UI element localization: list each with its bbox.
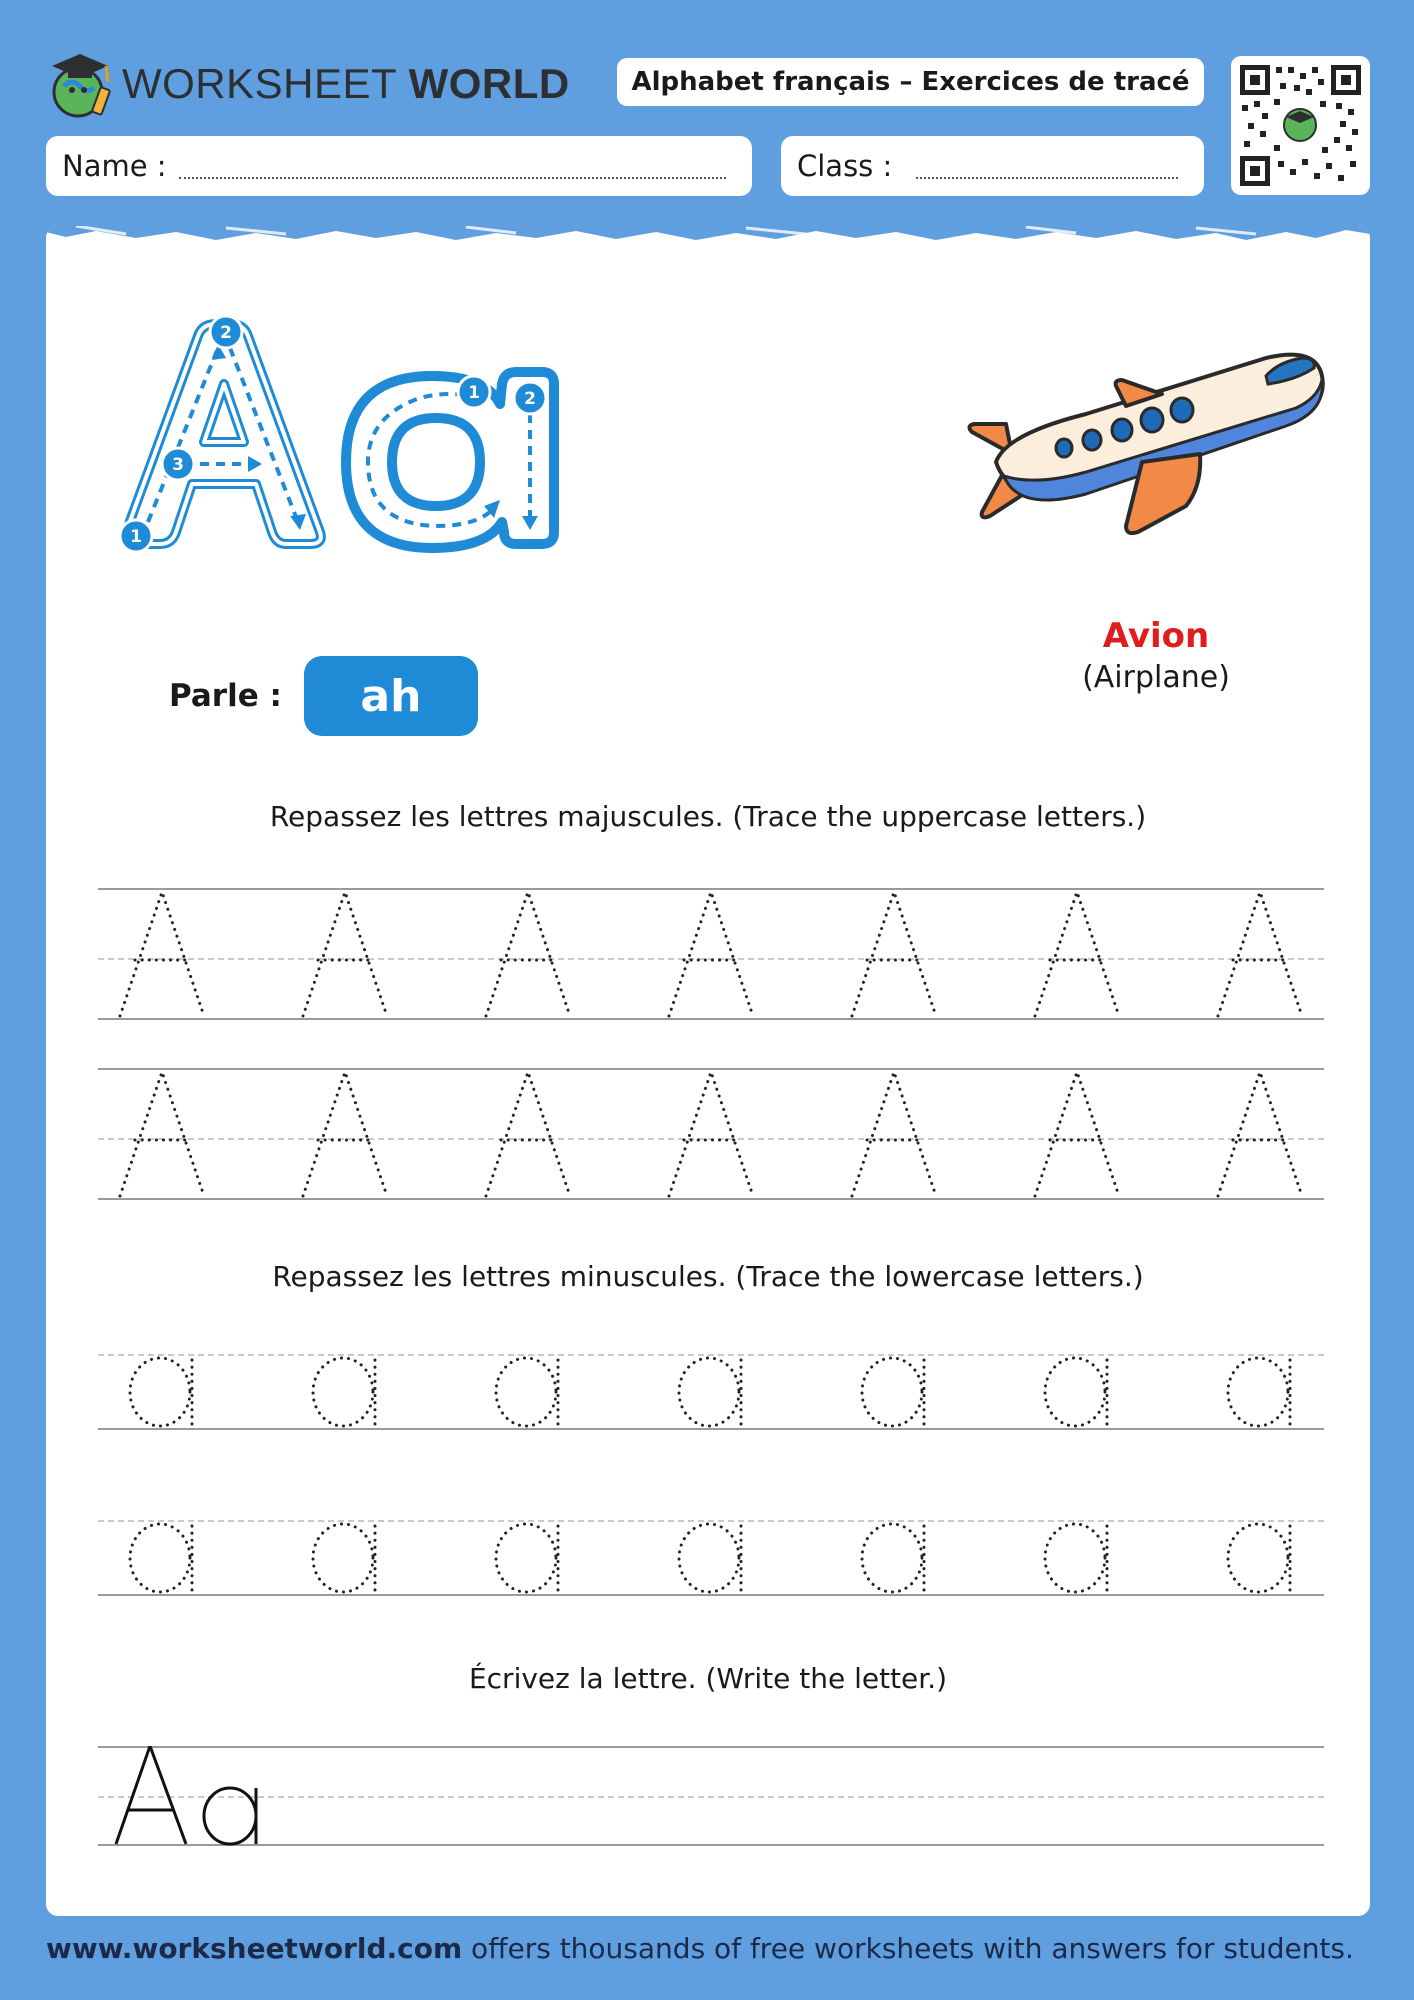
traceable-letters[interactable] [98, 1354, 1324, 1460]
traceable-letters[interactable] [98, 1520, 1324, 1626]
worksheet-title: Alphabet français – Exercices de tracé [617, 58, 1204, 106]
lowercase-trace-row-2[interactable] [98, 1520, 1324, 1626]
qr-code-icon[interactable] [1231, 56, 1370, 195]
writing-row[interactable] [98, 1746, 1324, 1858]
dotted-letter-a[interactable] [130, 1358, 192, 1428]
uppercase-trace-row-2[interactable] [98, 1068, 1324, 1200]
sound-badge: ah [304, 656, 478, 736]
example-letters-Aa [112, 1746, 292, 1846]
name-label: Name : [62, 149, 167, 183]
lowercase-trace-row-1[interactable] [98, 1354, 1324, 1460]
dotted-letter-A[interactable] [486, 1072, 570, 1196]
class-field[interactable] [781, 136, 1204, 196]
class-label: Class : [797, 149, 893, 183]
dotted-letter-A[interactable] [120, 892, 204, 1016]
uppercase-outline [125, 324, 321, 544]
dotted-letter-a[interactable] [679, 1358, 741, 1428]
dotted-letter-A[interactable] [1218, 1072, 1302, 1196]
traceable-letters[interactable] [98, 1068, 1324, 1200]
dotted-letter-a[interactable] [679, 1524, 741, 1594]
speak-label: Parle : [169, 678, 282, 714]
stroke-number: 2 [524, 389, 536, 409]
dotted-letter-a[interactable] [130, 1524, 192, 1594]
dotted-letter-A[interactable] [1035, 892, 1119, 1016]
footer-text: offers thousands of free worksheets with answers for students. [462, 1932, 1354, 1965]
dotted-letter-a[interactable] [862, 1524, 924, 1594]
dotted-letter-a[interactable] [313, 1358, 375, 1428]
dotted-letter-A[interactable] [303, 1072, 387, 1196]
dotted-letter-A[interactable] [669, 892, 753, 1016]
dotted-letter-A[interactable] [852, 1072, 936, 1196]
class-line[interactable] [916, 153, 1178, 179]
dotted-letter-a[interactable] [313, 1524, 375, 1594]
stroke-number: 3 [172, 455, 184, 475]
dotted-letter-A[interactable] [303, 892, 387, 1016]
brand [46, 46, 570, 122]
traceable-letters[interactable] [98, 888, 1324, 1020]
footer-site-link[interactable]: www.worksheetworld.com [46, 1932, 463, 1965]
brand-name-bold: WORLD [408, 60, 570, 107]
airplane-icon [966, 336, 1336, 546]
dotted-letter-a[interactable] [1228, 1358, 1290, 1428]
dotted-letter-A[interactable] [120, 1072, 204, 1196]
uppercase-instruction: Repassez les lettres majuscules. (Trace the uppercase letters.) [269, 800, 1147, 833]
name-line[interactable] [179, 153, 726, 179]
write-instruction: Écrivez la lettre. (Write the letter.) [468, 1662, 948, 1695]
dotted-letter-a[interactable] [496, 1358, 558, 1428]
torn-paper-edge [46, 226, 1370, 250]
dotted-letter-A[interactable] [1218, 892, 1302, 1016]
worksheet-sheet [46, 226, 1370, 1916]
dotted-letter-a[interactable] [1228, 1524, 1290, 1594]
dotted-letter-a[interactable] [1045, 1524, 1107, 1594]
brand-name-light: WORKSHEET [122, 60, 397, 107]
dotted-letter-A[interactable] [486, 892, 570, 1016]
dotted-letter-A[interactable] [669, 1072, 753, 1196]
stroke-number: 1 [468, 383, 480, 403]
stroke-number: 2 [220, 323, 232, 343]
footer [46, 1932, 1354, 1965]
stroke-number: 1 [130, 527, 142, 547]
letter-stroke-guide [102, 286, 642, 586]
word-french: Avion [1102, 616, 1210, 656]
dotted-letter-a[interactable] [862, 1358, 924, 1428]
word-english: (Airplane) [1082, 660, 1230, 695]
brand-name [122, 60, 570, 108]
qr-code-graphic [1240, 65, 1361, 186]
globe-mascot-logo-icon [46, 46, 116, 122]
speak-row [169, 656, 478, 736]
dotted-letter-A[interactable] [852, 892, 936, 1016]
picture-word [1006, 616, 1306, 695]
uppercase-trace-row-1[interactable] [98, 888, 1324, 1020]
dotted-letter-a[interactable] [496, 1524, 558, 1594]
dotted-letter-A[interactable] [1035, 1072, 1119, 1196]
name-field[interactable] [46, 136, 752, 196]
dotted-letter-a[interactable] [1045, 1358, 1107, 1428]
lowercase-instruction: Repassez les lettres minuscules. (Trace the lowercase letters.) [272, 1260, 1144, 1293]
